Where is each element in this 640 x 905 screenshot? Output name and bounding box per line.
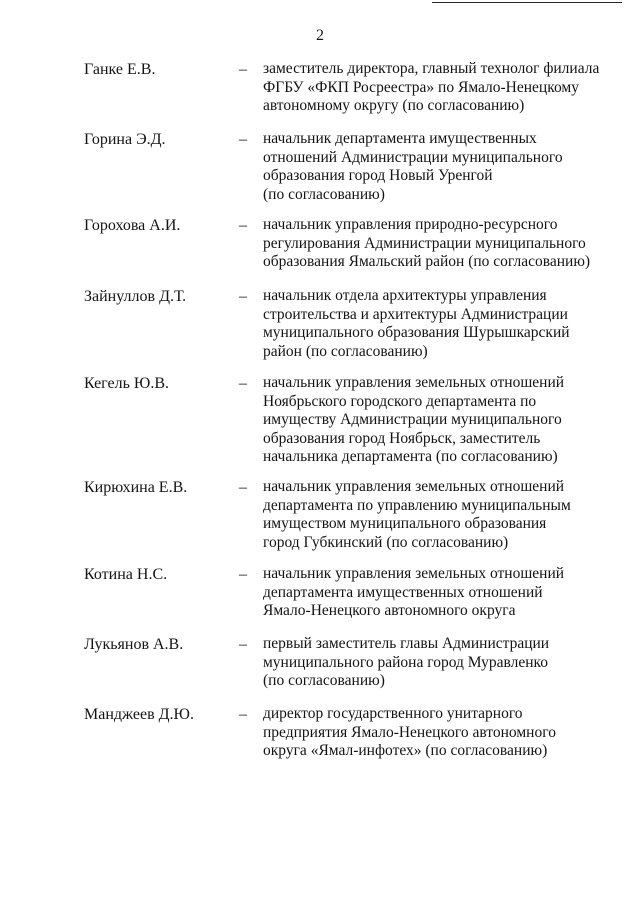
member-position	[263, 60, 608, 116]
position-line: отношений Администрации муниципального	[263, 148, 563, 166]
position-line: автономному округу (по согласованию)	[263, 97, 525, 114]
position-line: образования Ямальский район (по согласованию)	[263, 253, 591, 270]
member-name: Горина Э.Д.	[84, 131, 166, 148]
position-line: округа «Ямал-инфотех» (по согласованию)	[263, 742, 548, 759]
position-line: ФГБУ «ФКП Росреестра» по Ямало-Ненецкому	[263, 78, 579, 96]
position-line: департамента по управлению муниципальным	[263, 496, 571, 514]
position-line: муниципального образования Шурышкарский	[263, 324, 570, 341]
position-line: строительства и архитектуры Администрации	[263, 305, 568, 323]
dash-separator: –	[239, 566, 247, 583]
dash-separator: –	[239, 706, 247, 723]
member-position	[263, 374, 608, 467]
page-number: 2	[316, 27, 324, 44]
dash-separator: –	[239, 217, 247, 234]
member-name: Кирюхина Е.В.	[84, 479, 188, 496]
member-position	[263, 635, 608, 691]
dash-separator: –	[239, 61, 247, 78]
position-line: предприятия Ямало-Ненецкого автономного	[263, 723, 556, 741]
dash-separator: –	[239, 131, 247, 148]
position-line: район (по согласованию)	[263, 342, 428, 360]
position-line: начальник управления земельных отношений	[263, 478, 565, 495]
dash-separator: –	[239, 375, 247, 392]
position-line: начальник управления земельных отношений	[263, 565, 565, 582]
position-line: регулирования Администрации муниципального	[263, 234, 586, 252]
member-name: Горохова А.И.	[84, 217, 181, 234]
member-position	[263, 478, 608, 552]
member-position	[263, 216, 608, 272]
member-name: Котина Н.С.	[84, 566, 168, 583]
position-line: начальник отдела архитектуры управления	[263, 287, 547, 304]
position-line: департамента имущественных отношений	[263, 583, 543, 601]
dash-separator: –	[239, 288, 247, 305]
position-line: (по согласованию)	[263, 672, 385, 689]
position-line: начальник управления природно-ресурсного	[263, 216, 558, 233]
position-line: директор государственного унитарного	[263, 705, 523, 722]
member-position	[263, 130, 608, 204]
position-line: начальник департамента имущественных	[263, 130, 537, 147]
position-line: Ямало-Ненецкого автономного округа	[263, 602, 516, 619]
position-line: город Губкинский (по согласованию)	[263, 533, 509, 551]
top-border-line	[432, 2, 622, 3]
member-name: Зайнуллов Д.Т.	[84, 288, 187, 305]
position-line: заместитель директора, главный технолог филиала	[263, 60, 600, 77]
position-line: первый заместитель главы Администрации	[263, 635, 550, 652]
member-position	[263, 565, 608, 621]
member-position	[263, 705, 608, 761]
member-name: Ганке Е.В.	[84, 61, 156, 78]
position-line: (по согласованию)	[263, 185, 385, 203]
member-name: Лукьянов А.В.	[84, 636, 184, 653]
dash-separator: –	[239, 479, 247, 496]
position-line: образования город Ноябрьск, заместитель	[263, 429, 541, 447]
member-name: Манджеев Д.Ю.	[84, 706, 194, 723]
dash-separator: –	[239, 636, 247, 653]
position-line: начальник управления земельных отношений	[263, 374, 565, 391]
position-line: Ноябрьского городского департамента по	[263, 392, 537, 410]
member-name: Кегель Ю.В.	[84, 375, 170, 392]
position-line: образования город Новый Уренгой	[263, 167, 493, 184]
position-line: муниципального района город Муравленко	[263, 653, 549, 671]
position-line: имуществу Администрации муниципального	[263, 411, 562, 428]
position-line: имуществом муниципального образования	[263, 515, 547, 532]
member-position	[263, 287, 608, 361]
position-line: начальника департамента (по согласованию)	[263, 448, 558, 465]
